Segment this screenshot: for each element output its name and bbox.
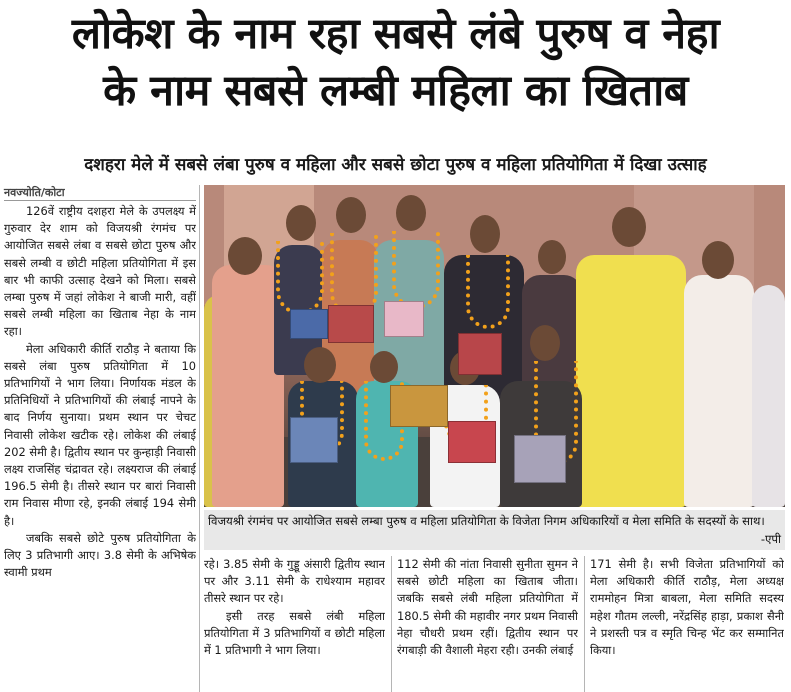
person-head [286,205,316,241]
flower-garland [392,231,440,309]
column-divider [199,185,200,692]
gift-pack [390,385,448,427]
article-column-4 [590,556,784,692]
person-head [702,241,734,279]
news-photo [204,185,785,507]
byline-divider [4,200,196,201]
paragraph: जबकि सबसे छोटे पुरुष प्रतियोगिता के लिए 3 प्रतिभागी आए। 3.8 सेमी के अभिषेक स्वामी प्रथम [4,530,196,580]
gift-pack [514,435,566,483]
column-divider [584,556,585,692]
person-figure [752,285,785,507]
subheadline: दशहरा मेले में सबसे लंबा पुरुष व महिला और सबसे छोटा पुरुष व महिला प्रतियोगिता में दिखा उत्साह [84,155,707,175]
flower-garland [466,255,510,329]
flower-garland [276,241,324,315]
headline-line-2: के नाम सबसे लम्बी महिला का खिताब [103,66,688,116]
article-column-2 [204,556,385,692]
byline: नवज्योति/कोटा [4,186,65,199]
person-head [396,195,426,231]
person-figure [576,255,686,507]
person-figure [684,275,754,507]
caption-text: विजयश्री रंगमंच पर आयोजित सबसे लम्बा पुरुष व महिला प्रतियोगिता के विजेता निगम अधिकारियों व मेला समिति के सदस्यों के साथ। [208,514,765,528]
paragraph: 126वें राष्ट्रीय दशहरा मेले के उपलक्ष्य में गुरुवार देर शाम को विजयश्री रंगमंच पर आयोजित सबसे लंबा व सबसे छोटा पुरुष और सबसे लम्बी व छोटी महिला प्रतियोगिता में इस बार भी काफी उत्साह देखने को मिला। सबसे लम्बा पुरुष में जहां लोकेश ने बाजी मारी, वहीं सबसे लम्बी महिला का खिताब नेहा के नाम रहा। [4,204,196,339]
headline-line-1: लोकेश के नाम रहा सबसे लंबे पुरुष व नेहा [71,9,720,59]
gift-pack [328,305,374,343]
paragraph: 112 सेमी की नांता निवासी सुनीता सुमन ने सबसे छोटी महिला का खिताब जीता। जबकि सबसे लंबी महिला प्रतियोगिता में 180.5 सेमी की महावीर नगर प्रथम निवासी नेहा चौधरी प्रथम रहीं। द्वितीय स्थान पर रंगबाड़ी की वैशाली मेहरा रही। उनकी लंबाई [397,557,578,658]
gift-pack [290,309,328,339]
article-column-1 [4,203,196,692]
person-head [612,207,646,247]
paragraph: मेला अधिकारी कीर्ति राठौड़ ने बताया कि सबसे लंबा पुरुष प्रतियोगिता में 10 प्रतिभागियों ने भाग लिया। निर्णायक मंडल के प्रतिनिधियों ने प्रतिभागियों की लंबाई नापने के बाद निर्णय सुनाया। प्रथम स्थान पर चेचट निवासी लोकेश खटीक रहे। लोकेश की लंबाई 202 सेमी है। द्वितीय स्थान पर कुन्हाड़ी निवासी लक्ष्य राजसिंह चंद्रावत रहे। लक्ष्यराज की लंबाई 196.5 सेमी है। तीसरे स्थान पर बारां निवासी राम निवास मीणा रहे, इनकी लंबाई 194 सेमी है। [4,341,196,528]
person-head [336,197,366,233]
person-head [470,215,500,253]
gift-pack [384,301,424,337]
gift-pack [448,421,496,463]
gift-pack [290,417,338,463]
headline [0,6,791,120]
paragraph: 171 सेमी है। सभी विजेता प्रतिभागियों को मेला अधिकारी कीर्ति राठौड़, मेला अध्यक्ष राममोहन मित्रा बाबला, मेला समिति सदस्य महेश गौतम लल्ली, नरेंद्रसिंह हाड़ा, प्रकाश सैनी ने प्रशस्ती पत्र व स्मृति चिन्ह भेंट कर सम्मानित किया। [590,557,784,658]
photo-credit: -एपी [760,532,781,546]
article-column-3 [397,556,578,692]
person-head [538,240,566,274]
gift-pack [458,333,502,375]
person-head [228,237,262,275]
person-head [304,347,336,383]
person-head [530,325,560,361]
paragraph: रहे। 3.85 सेमी के गुड्डू अंसारी द्वितीय स्थान पर और 3.11 सेमी के राधेश्याम महावर तीसरे स्थान पर रहे। [204,557,385,606]
person-head [370,351,398,383]
column-divider [391,556,392,692]
paragraph: इसी तरह सबसे लंबी महिला प्रतियोगिता में 3 प्रतिभागियों व छोटी महिला में 1 प्रतिभागी ने भाग लिया। [204,608,385,658]
photo-caption [204,510,785,550]
